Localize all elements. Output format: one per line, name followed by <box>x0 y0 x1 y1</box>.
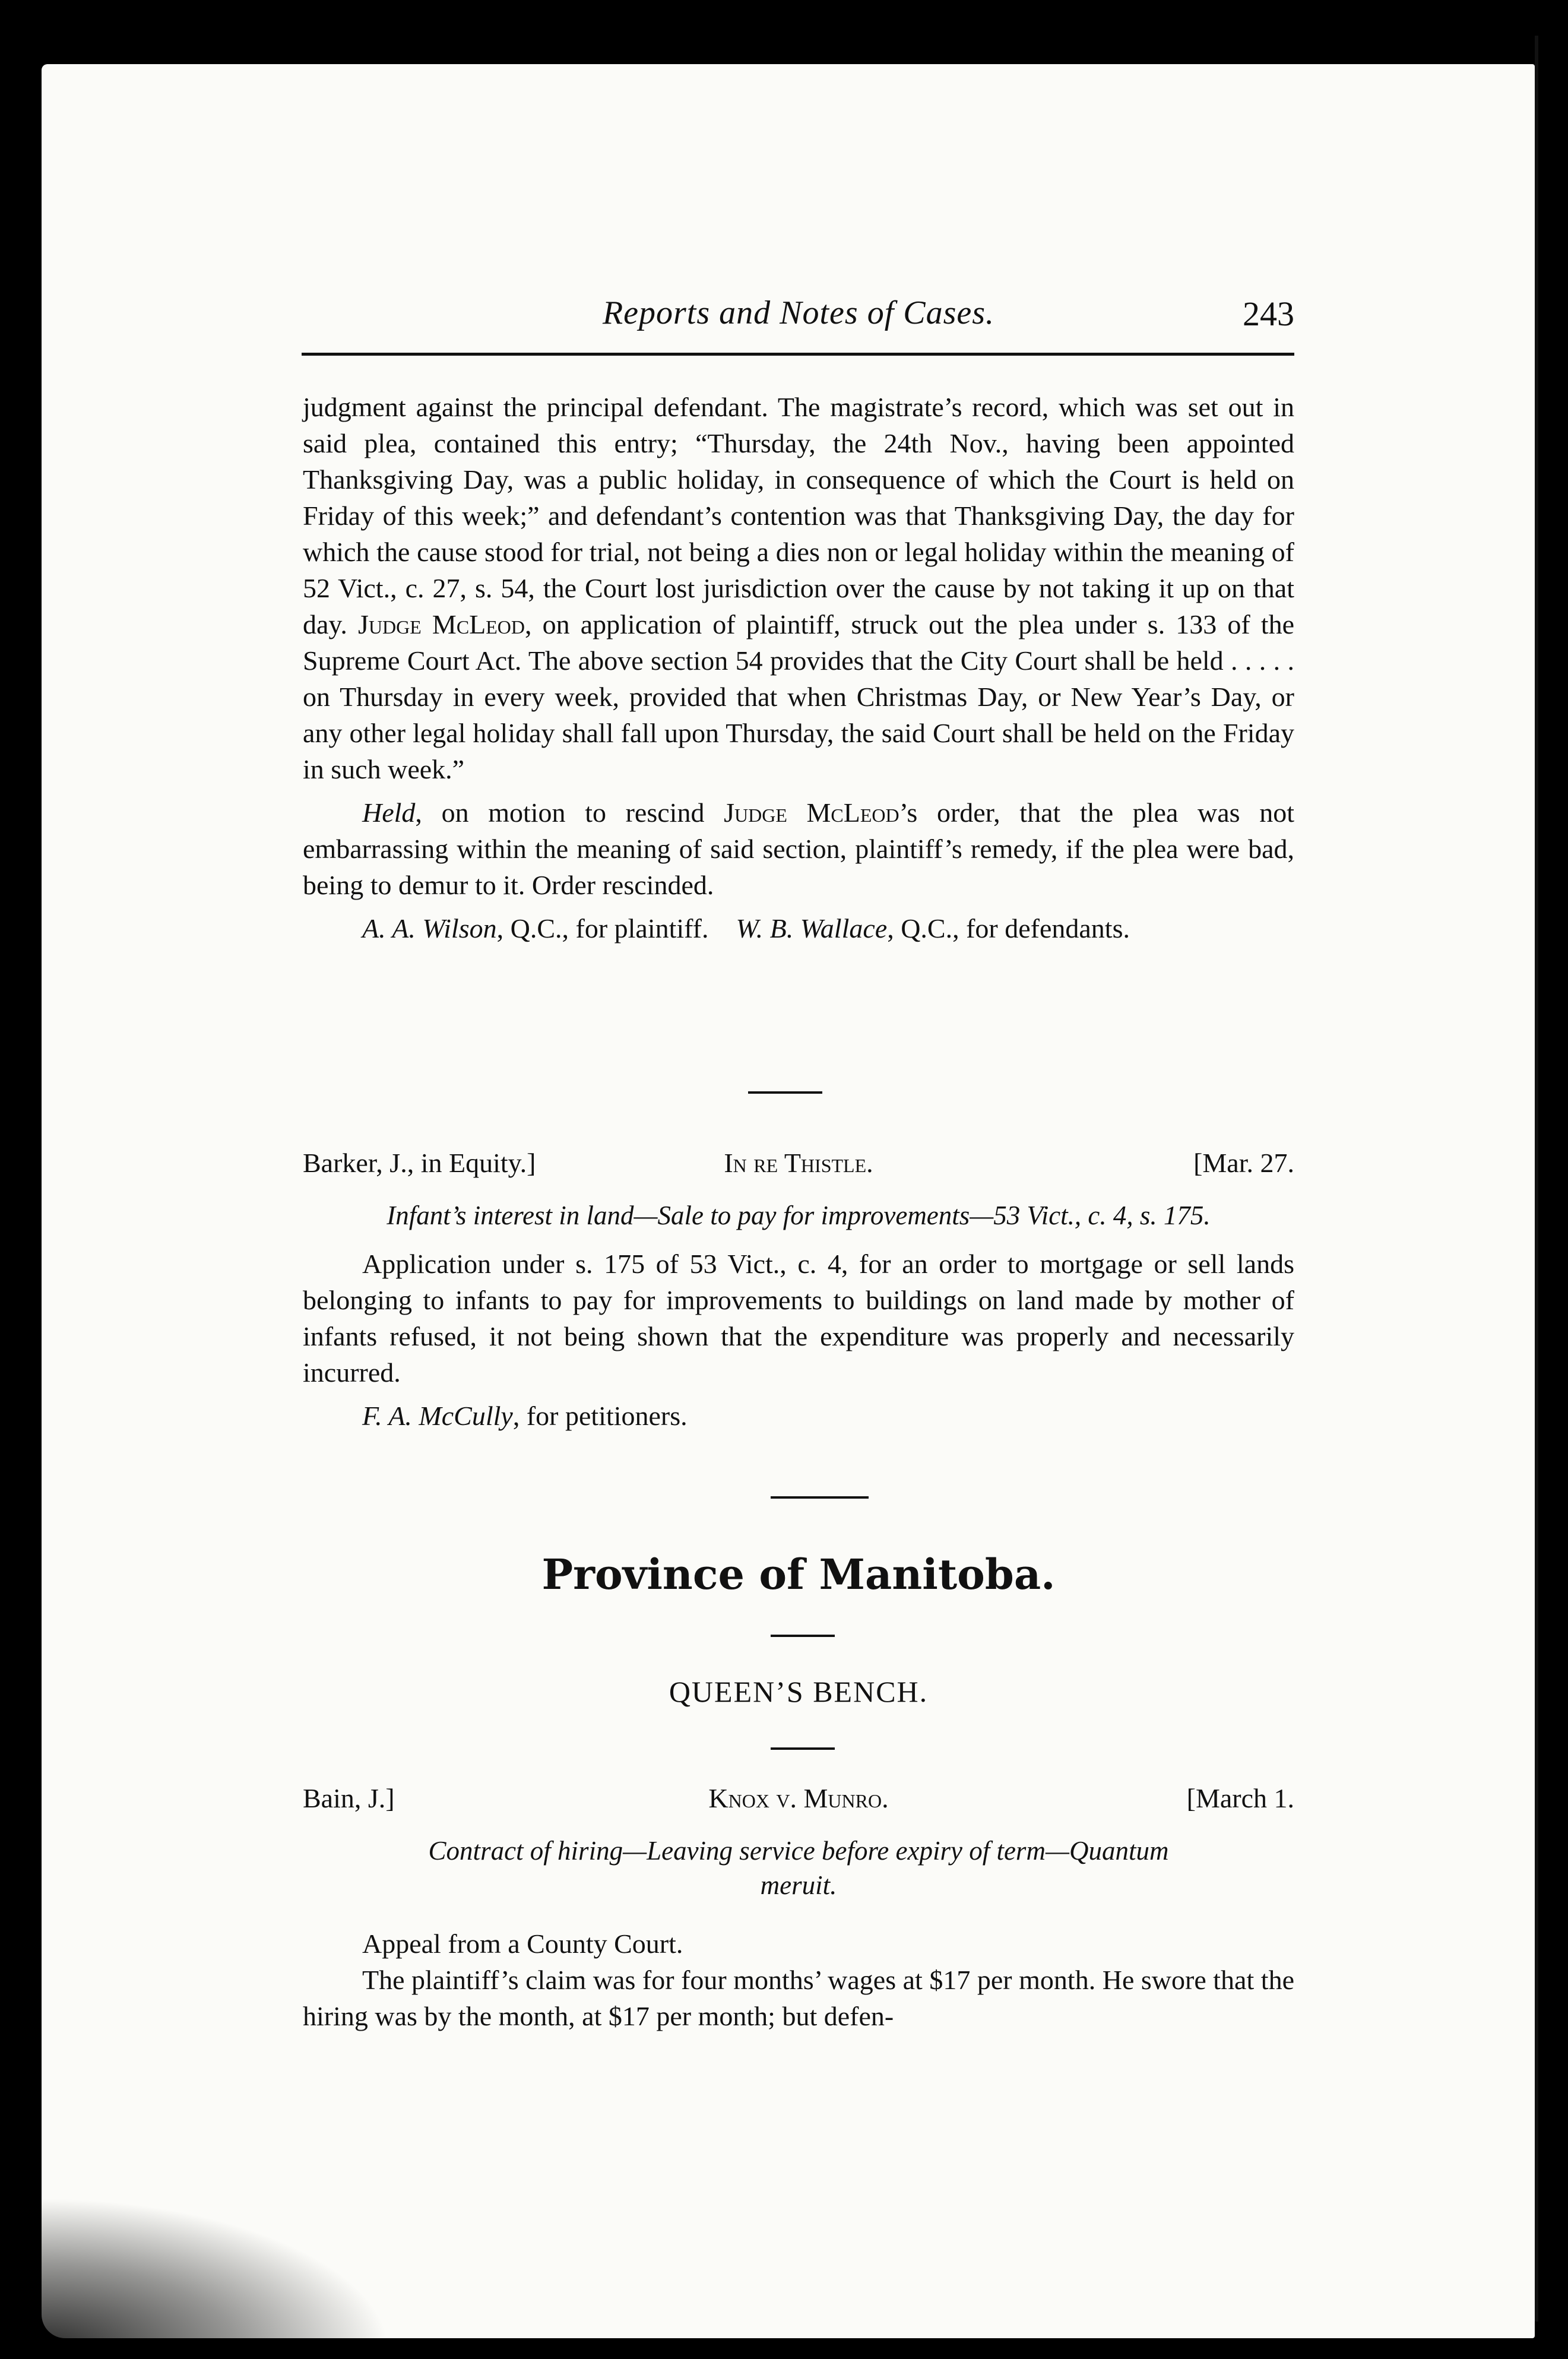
page-number: 243 <box>1243 295 1294 333</box>
held-paragraph <box>303 794 1294 903</box>
section-divider <box>748 1091 822 1094</box>
section-divider <box>771 1635 835 1637</box>
judge-name: Judge McLeod <box>358 609 525 639</box>
scan-corner-shadow <box>36 2197 392 2351</box>
judge-name: Judge McLeod <box>724 797 899 828</box>
case-title: Knox v. Munro. <box>708 1783 889 1813</box>
court-heading: QUEEN’S BENCH. <box>669 1675 929 1708</box>
case-paragraph: Application under s. 175 of 53 Vict., c. 4, for an order to mortgage or sell lands belonging to infants to pay for improvements to buildings on land made by mother of infants refused, it not being shown that the expenditure was properly and necessarily incurred. <box>303 1249 1294 1388</box>
held-word: Held <box>362 797 416 828</box>
counsel-role: , for petitioners. <box>512 1401 688 1431</box>
case-judge: Barker, J., in Equity.] <box>303 1148 536 1178</box>
case-title: In re Thistle. <box>724 1148 873 1178</box>
paragraph-text: judgment against the principal defendant. The magistrate’s record, which was set out in said plea, contained this entry; “Thursday, the 24th Nov., having been appointed Thanksgiving Day, was a public holiday, in consequence of which the Court is held on Friday of this week;” and defendant’s contention was that Thanksgiving Day, the day for which the cause stood for trial, not being a dies non or legal holiday within the meaning of 52 Vict., c. 27, s. 54, the Court lost jurisdiction over the cause by not taking it up on that day. <box>303 392 1294 639</box>
continued-case <box>303 389 1294 946</box>
paragraph-text: , on application of plaintiff, struck out the plea under s. 133 of the Supreme Court Act. The above section 54 provides that the City Court shall be held . . . . . on Thursday in every week, provided that when Christmas Day, or New Year’s Day, or any other legal holiday shall fall upon Thursday, the said Court shall be held on the Friday in such week.” <box>303 609 1294 784</box>
header-rule <box>302 353 1294 356</box>
counsel-line <box>303 910 1294 946</box>
page-header <box>303 294 1294 347</box>
case-paragraph: The plaintiff’s claim was for four months’ wages at $17 per month. He swore that the hiring was by the month, at $17 per month; but defen- <box>303 1965 1294 2031</box>
section-divider <box>771 1496 869 1499</box>
case-date: [Mar. 27. <box>1193 1148 1294 1178</box>
case-body <box>303 1246 1294 1434</box>
paragraph-text: ’s order, that the plea was not embarrassing within the meaning of said section, plaintiff’s remedy, if the plea were bad, being to demur to it. Order rescinded. <box>303 797 1294 900</box>
province-heading: Province of Manitoba. <box>541 1550 1056 1599</box>
paragraph-text: , on motion to rescind <box>415 797 724 828</box>
counsel-line <box>303 1398 1294 1434</box>
case-catchline: Contract of hiring—Leaving service before expiry of term—Quantum meruit. <box>428 1836 1169 1900</box>
case-catchline: Infant’s interest in land—Sale to pay for improvements—53 Vict., c. 4, s. 175. <box>387 1201 1211 1230</box>
counsel-role: , Q.C., for defendants. <box>887 913 1130 943</box>
counsel-name: F. A. McCully <box>362 1401 513 1431</box>
case-judge: Bain, J.] <box>303 1783 395 1813</box>
case-body <box>303 1926 1294 2034</box>
counsel-name: W. B. Wallace <box>736 913 888 943</box>
case-heading <box>303 1782 1294 1818</box>
counsel-role: , Q.C., for plaintiff. <box>496 913 709 943</box>
running-head: Reports and Notes of Cases. <box>602 295 995 331</box>
case-heading <box>303 1147 1294 1183</box>
section-divider <box>771 1747 835 1750</box>
case-paragraph: Appeal from a County Court. <box>362 1929 683 1959</box>
continued-paragraph <box>303 389 1294 787</box>
case-date: [March 1. <box>1186 1783 1294 1813</box>
counsel-name: A. A. Wilson <box>362 913 497 943</box>
scan-right-edge <box>1535 36 1538 2322</box>
